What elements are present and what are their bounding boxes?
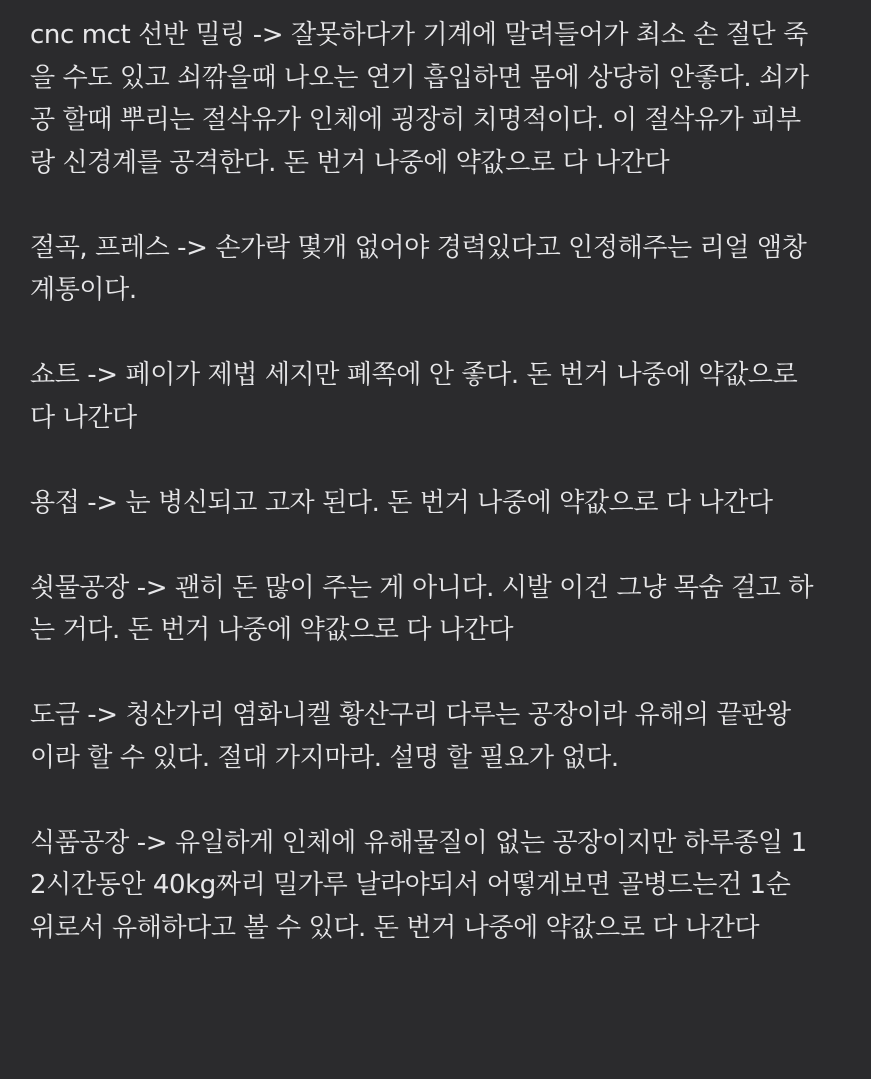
text-line: 절곡, 프레스 -> 손가락 몇개 없어야 경력있다고 인정해주는 리얼 앰창 (30, 232, 807, 263)
text-line: 위로서 유해하다고 볼 수 있다. 돈 번거 나중에 약값으로 다 나간다 (30, 912, 760, 943)
text-line: 계통이다. (30, 275, 137, 305)
text-line: 쇳물공장 -> 괜히 돈 많이 주는 게 아니다. 시발 이건 그냥 목숨 걸고 하 (30, 572, 814, 603)
text-line: 2시간동안 40kg짜리 밀가루 날라야되서 어떻게보면 골병드는건 1순 (30, 870, 791, 900)
text-line: 을 수도 있고 쇠깎을때 나오는 연기 흡입하면 몸에 상당히 안좋다. 쇠가 (30, 62, 809, 93)
text-line: cnc mct 선반 밀링 -> 잘못하다가 기계에 말려들어가 최소 손 절단 죽 (30, 20, 808, 50)
text-line: 용접 -> 눈 병신되고 고자 된다. 돈 번거 나중에 약값으로 다 나간다 (30, 487, 773, 518)
paragraph-cnc (30, 14, 845, 184)
text-line: 다 나간다 (30, 402, 137, 433)
text-line: 랑 신경계를 공격한다. 돈 번거 나중에 약값으로 다 나간다 (30, 147, 670, 178)
text-line: 도금 -> 청산가리 염화니켈 황산구리 다루는 공장이라 유해의 끝판왕 (30, 700, 791, 730)
paragraph-food-factory (30, 822, 845, 950)
text-line: 쇼트 -> 페이가 제법 세지만 폐쪽에 안 좋다. 돈 번거 나중에 약값으로 (30, 360, 798, 390)
paragraph-welding (30, 482, 845, 525)
paragraph-shot (30, 354, 845, 439)
paragraph-press (30, 227, 845, 312)
text-line: 이라 할 수 있다. 절대 가지마라. 설명 할 필요가 없다. (30, 742, 619, 773)
paragraph-foundry (30, 567, 845, 652)
text-line: 공 할때 뿌리는 절삭유가 인체에 굉장히 치명적이다. 이 절삭유가 피부 (30, 105, 801, 135)
paragraph-plating (30, 694, 845, 779)
text-line: 는 거다. 돈 번거 나중에 약값으로 다 나간다 (30, 615, 514, 645)
text-line: 식품공장 -> 유일하게 인체에 유해물질이 없는 공장이지만 하루종일 1 (30, 827, 807, 858)
